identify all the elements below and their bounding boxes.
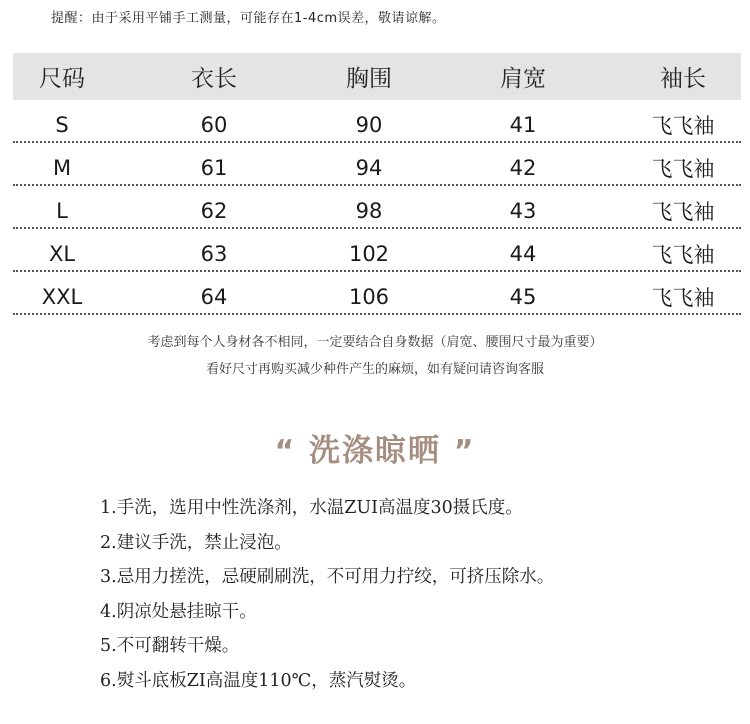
close-quote: ” xyxy=(453,434,476,469)
cell-sleeve: 飞飞袖 xyxy=(651,285,715,310)
table-row xyxy=(13,186,741,229)
header-shoulder: 肩宽 xyxy=(500,66,546,92)
size-table-header xyxy=(13,53,741,100)
list-item: 5.不可翻转干燥。 xyxy=(100,636,240,656)
cell-size: M xyxy=(52,155,72,180)
cell-size: XL xyxy=(48,241,76,266)
size-advice-note: 考虑到每个人身材各不相同，一定要结合自身数据（肩宽、腰围尺寸最为重要） xyxy=(147,335,603,350)
cell-length: 63 xyxy=(200,241,228,266)
cell-bust: 90 xyxy=(355,112,383,137)
table-row xyxy=(13,272,741,315)
table-row xyxy=(13,143,741,186)
cell-shoulder: 44 xyxy=(509,241,537,266)
cell-size: XXL xyxy=(41,284,83,309)
header-bust: 胸围 xyxy=(346,66,392,92)
cell-sleeve: 飞飞袖 xyxy=(651,113,715,138)
cell-length: 64 xyxy=(200,284,228,309)
customer-service-note: 看好尺寸再购买减少种件产生的麻烦，如有疑问请咨询客服 xyxy=(205,362,544,377)
cell-shoulder: 43 xyxy=(509,198,537,223)
cell-bust: 102 xyxy=(348,241,390,266)
cell-shoulder: 45 xyxy=(509,284,537,309)
cell-shoulder: 41 xyxy=(509,112,537,137)
size-table xyxy=(13,53,741,315)
list-item: 2.建议手洗，禁止浸泡。 xyxy=(100,532,292,553)
table-row xyxy=(13,100,741,143)
list-item: 1.手洗，选用中性洗涤剂，水温ZUI高温度30摄氏度。 xyxy=(100,498,523,518)
list-item: 4.阴凉处悬挂晾干。 xyxy=(100,601,257,622)
care-section-title xyxy=(0,425,750,470)
cell-size: L xyxy=(56,198,68,223)
cell-length: 62 xyxy=(200,198,228,223)
open-quote: “ xyxy=(274,434,297,469)
cell-size: S xyxy=(55,112,69,137)
cell-sleeve: 飞飞袖 xyxy=(651,199,715,224)
cell-bust: 106 xyxy=(348,284,390,309)
cell-shoulder: 42 xyxy=(509,155,537,180)
list-item: 3.忌用力搓洗，忌硬刷刷洗，不可用力拧绞，可挤压除水。 xyxy=(100,567,555,587)
list-item: 6.熨斗底板ZI高温度110℃，蒸汽熨烫。 xyxy=(100,670,417,691)
care-instructions-list xyxy=(100,494,554,701)
header-length: 衣长 xyxy=(191,66,237,92)
cell-length: 60 xyxy=(200,112,228,137)
cell-bust: 94 xyxy=(355,155,383,180)
measurement-tip: 提醒：由于采用平铺手工测量，可能存在1-4cm误差，敬请谅解。 xyxy=(51,11,446,26)
cell-sleeve: 飞飞袖 xyxy=(651,156,715,181)
cell-bust: 98 xyxy=(355,198,383,223)
cell-sleeve: 飞飞袖 xyxy=(651,242,715,267)
header-sleeve: 袖长 xyxy=(660,66,706,92)
cell-length: 61 xyxy=(200,155,228,180)
header-size: 尺码 xyxy=(39,66,85,92)
table-row xyxy=(13,229,741,272)
care-title-text: 洗涤晾晒 xyxy=(309,433,441,469)
